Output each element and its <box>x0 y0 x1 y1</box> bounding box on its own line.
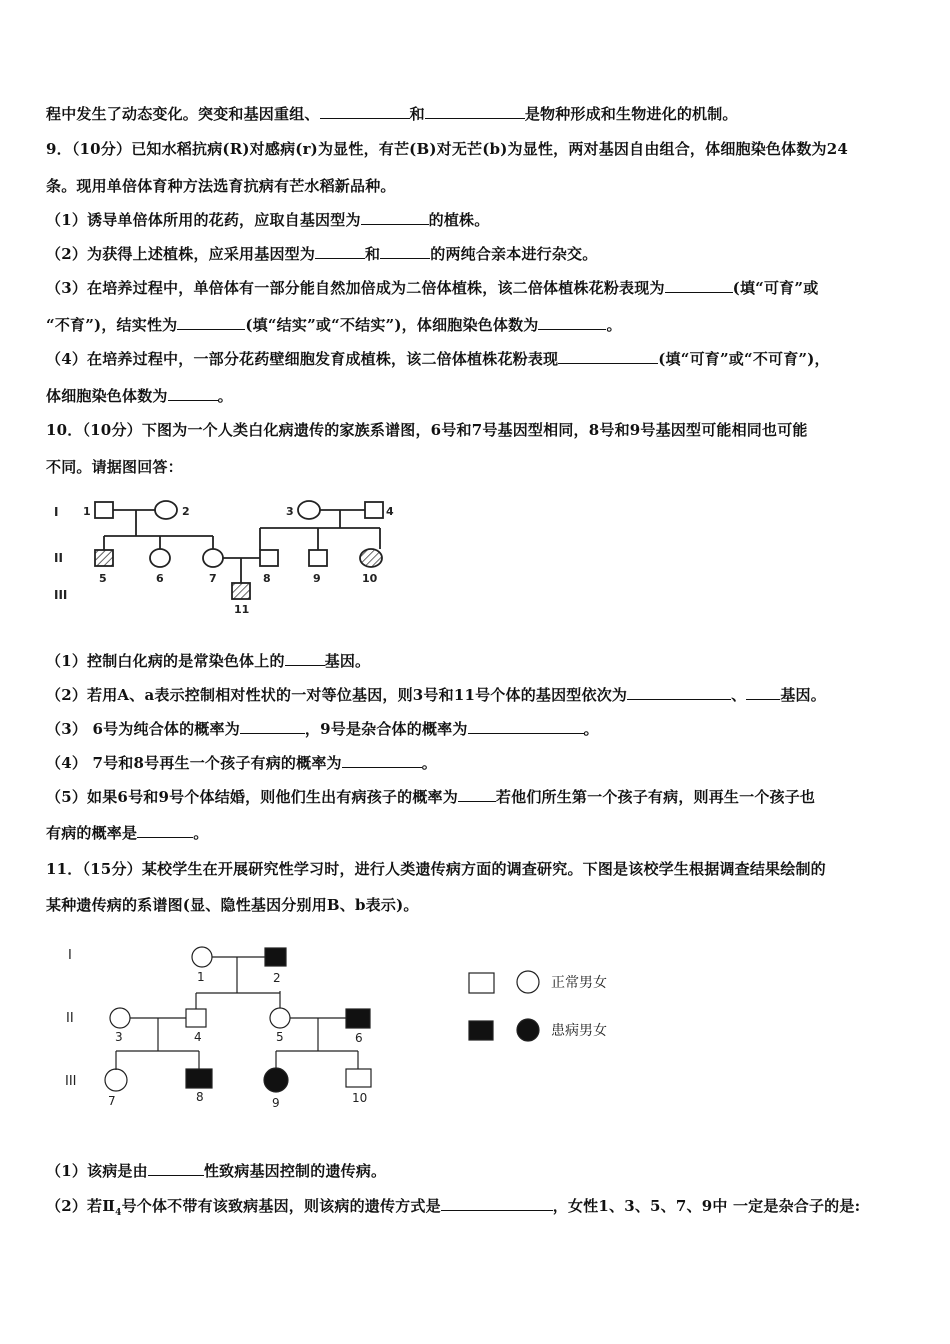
answer-blank[interactable] <box>538 315 606 330</box>
question-11-stem: 11．（15分）某校学生在开展研究性学习时，进行人类遗传病方面的调查研究。下图是该校学生根据调查结果绘制的 <box>46 860 826 878</box>
answer-blank[interactable] <box>315 244 365 259</box>
generation-label: II <box>66 1011 74 1026</box>
individual-number: 3 <box>115 1030 123 1044</box>
answer-blank[interactable] <box>441 1196 553 1211</box>
answer-blank[interactable] <box>425 104 525 119</box>
individual-number: 7 <box>108 1094 116 1108</box>
answer-blank[interactable] <box>665 278 733 293</box>
male-symbol <box>186 1009 206 1027</box>
individual-number: 5 <box>276 1030 284 1044</box>
question-9-stem-cont: 条。现用单倍体育种方法选育抗病有芒水稻新品种。 <box>46 177 396 195</box>
answer-blank[interactable] <box>168 386 218 401</box>
legend-female-normal-symbol <box>517 971 539 993</box>
q9-part1: （1）诱导单倍体所用的花药，应取自基因型为 的植株。 <box>46 211 490 229</box>
female-symbol <box>298 501 320 519</box>
affected-male-symbol <box>186 1069 212 1088</box>
affected-male-symbol <box>95 550 113 566</box>
female-symbol <box>270 1008 290 1028</box>
q9-part4: （4）在培养过程中，一部分花药壁细胞发育成植株，该二倍体植株花粉表现 (填“可育”或“不可育”)， <box>46 350 830 368</box>
q11-part2: （2）若$Ⅱ_4$号个体不带有该致病基因，则该病的遗传方式是 ，女性1、3、5、7、9中 一定是杂合子的是: <box>46 1197 861 1218</box>
female-symbol <box>203 549 223 567</box>
pedigree-chart-1 <box>50 492 430 617</box>
answer-blank[interactable] <box>342 753 422 768</box>
individual-number: 9 <box>272 1096 280 1110</box>
female-symbol <box>192 947 212 967</box>
male-symbol <box>95 502 113 518</box>
answer-blank[interactable] <box>320 104 410 119</box>
male-symbol <box>365 502 383 518</box>
answer-blank[interactable] <box>380 244 430 259</box>
question-9-stem: 9．（10分）已知水稻抗病(R)对感病(r)为显性，有芒(B)对无芒(b)为显性，两对基因自由组合，体细胞染色体数为24 <box>46 140 849 158</box>
q9-part2: （2）为获得上述植株，应采用基因型为 和 的两纯合亲本进行杂交。 <box>46 245 598 263</box>
q10-part4: （4） 7号和8号再生一个孩子有病的概率为 。 <box>46 754 437 772</box>
q10-part2: （2）若用A、a表示控制相对性状的一对等位基因，则3号和11号个体的基因型依次为 、 基因。 <box>46 686 826 704</box>
answer-blank[interactable] <box>458 787 496 802</box>
answer-blank[interactable] <box>137 823 193 838</box>
generation-label: I <box>68 948 72 963</box>
answer-blank[interactable] <box>468 719 584 734</box>
individual-number: 6 <box>156 572 164 585</box>
individual-number: 6 <box>355 1031 363 1045</box>
legend-affected-label: 患病男女 <box>551 1023 607 1039</box>
affected-female-symbol <box>360 549 382 567</box>
individual-number: 1 <box>83 505 91 518</box>
q10-part5-cont: 有病的概率是 。 <box>46 824 209 842</box>
male-symbol <box>309 550 327 566</box>
individual-number: 2 <box>182 505 190 518</box>
answer-blank[interactable] <box>285 651 325 666</box>
generation-label: III <box>65 1074 77 1089</box>
individual-number: 10 <box>362 572 378 585</box>
legend-male-affected-symbol <box>469 1021 493 1040</box>
individual-number: 3 <box>286 505 294 518</box>
question-10-stem-cont: 不同。请据图回答： <box>46 458 183 476</box>
q11-part1: （1）该病是由 性致病基因控制的遗传病。 <box>46 1162 387 1180</box>
legend-female-affected-symbol <box>517 1019 539 1041</box>
affected-male-symbol <box>232 583 250 599</box>
individual-number: 2 <box>273 971 281 985</box>
text-line: 程中发生了动态变化。突变和基因重组、 和 是物种形成和生物进化的机制。 <box>46 105 738 123</box>
female-symbol <box>105 1069 127 1091</box>
q9-part4-cont: 体细胞染色体数为 。 <box>46 387 233 405</box>
q9-part3-cont: “不育”)，结实性为 (填“结实”或“不结实”)，体细胞染色体数为 。 <box>46 316 622 334</box>
individual-number: 4 <box>386 505 394 518</box>
pedigree-chart-2 <box>56 935 636 1115</box>
male-symbol <box>260 550 278 566</box>
individual-number: 1 <box>197 970 205 984</box>
generation-label: III <box>54 588 68 602</box>
q10-part3: （3） 6号为纯合体的概率为 ，9号是杂合体的概率为 。 <box>46 720 599 738</box>
individual-number: 7 <box>209 572 217 585</box>
generation-label: I <box>54 505 59 519</box>
individual-number: 8 <box>196 1090 204 1104</box>
generation-label: II <box>54 551 63 565</box>
individual-number: 8 <box>263 572 271 585</box>
male-symbol <box>346 1069 371 1087</box>
answer-blank[interactable] <box>627 685 731 700</box>
affected-male-symbol <box>346 1009 370 1028</box>
q9-part3: （3）在培养过程中，单倍体有一部分能自然加倍成为二倍体植株，该二倍体植株花粉表现为 (填“可育”或 <box>46 279 819 297</box>
question-10-stem: 10．（10分）下图为一个人类白化病遗传的家族系谱图，6号和7号基因型相同，8号和9号基因型可能相同也可能 <box>46 421 808 439</box>
q10-part5: （5）如果6号和9号个体结婚，则他们生出有病孩子的概率为 若他们所生第一个孩子有病，则再生一个孩子也 <box>46 788 816 806</box>
individual-number: 10 <box>352 1091 368 1105</box>
legend-normal-label: 正常男女 <box>551 975 607 991</box>
question-11-stem-cont: 某种遗传病的系谱图(显、隐性基因分别用B、b表示)。 <box>46 896 419 914</box>
answer-blank[interactable] <box>177 315 245 330</box>
female-symbol <box>150 549 170 567</box>
answer-blank[interactable] <box>558 349 658 364</box>
answer-blank[interactable] <box>148 1161 204 1176</box>
individual-number: 5 <box>99 572 107 585</box>
individual-number: 4 <box>194 1030 202 1044</box>
answer-blank[interactable] <box>361 210 429 225</box>
affected-male-symbol <box>265 948 286 966</box>
legend-male-normal-symbol <box>469 973 494 993</box>
individual-number: 9 <box>313 572 321 585</box>
answer-blank[interactable] <box>746 685 780 700</box>
female-symbol <box>110 1008 130 1028</box>
individual-number: 11 <box>234 603 250 616</box>
q10-part1: （1）控制白化病的是常染色体上的 基因。 <box>46 652 371 670</box>
answer-blank[interactable] <box>240 719 305 734</box>
affected-female-symbol <box>264 1068 288 1092</box>
female-symbol <box>155 501 177 519</box>
